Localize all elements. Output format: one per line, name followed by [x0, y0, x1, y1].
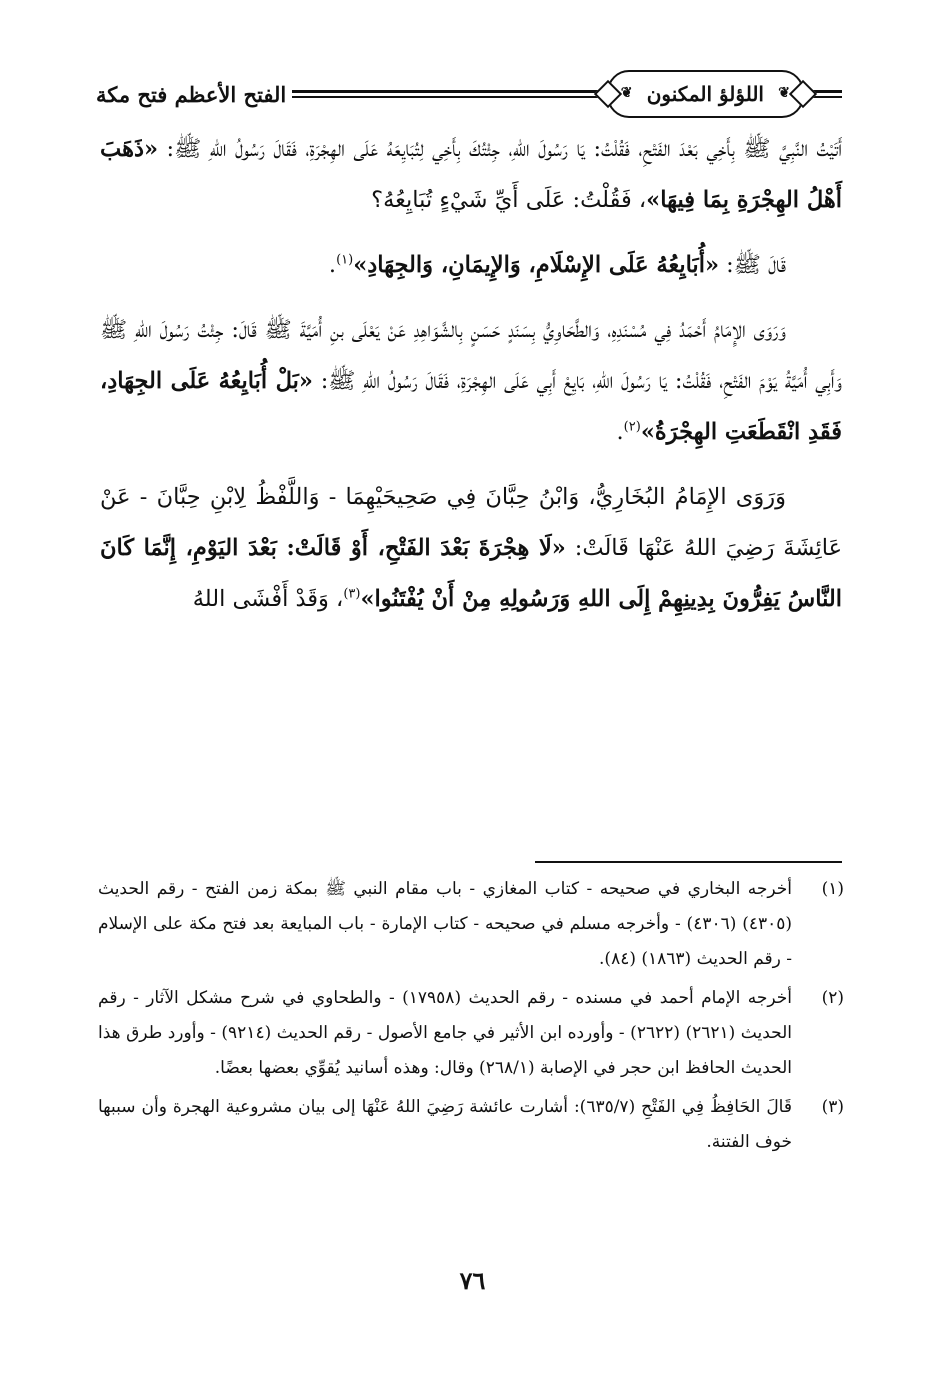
footnote-text: أخرجه البخاري في صحيحه - كتاب المغازي - باب مقام النبي ﷺ بمكة زمن الفتح - رقم الحديث (٤٣٠٥) (٤٣٠٦) - وأخرجه مسلم في صحيحه - كتاب الإمارة - باب المبايعة بعد فتح مكة على الإسلام - رقم الحديث (١٨٦٣) (٨٤).: [98, 879, 793, 969]
footnote-number: (١): [821, 879, 844, 899]
book-title: اللؤلؤ المكنون: [646, 82, 764, 106]
book-title-frame: [607, 70, 804, 118]
footnote-ref: (٢): [623, 419, 641, 435]
footnote: [98, 981, 844, 1086]
footnote-number: (٣): [821, 1097, 844, 1117]
paragraph-text: ، فَقُلْتُ: عَلَى أَيِّ شَيْءٍ تُبَايِعُهُ؟: [371, 187, 647, 213]
footnote-text: أخرجه الإمام أحمد في مسنده - رقم الحديث (١٧٩٥٨) - والطحاوي في شرح مشكل الآثار - رقم الحديث (٢٦٢١) (٢٦٢٢) - وأورده ابن الأثير في جامع الأصول - رقم الحديث (٩٢١٤) - وأورد طرق هذا الحديث الحافظ ابن حجر في الإصابة (٢٦٨/١) وقال: وهذه أسانيد يُقوِّي بعضها بعضًا.: [98, 988, 793, 1078]
page-number: ٧٦: [459, 1266, 486, 1295]
footnote-ref: (٣): [343, 586, 361, 602]
paragraph-1: [100, 124, 842, 226]
footnotes: [98, 872, 844, 1164]
paragraph-3: [100, 305, 842, 458]
footnote-separator: [535, 861, 842, 863]
paragraph-4: [100, 472, 842, 625]
header-rule-middle: [292, 90, 600, 98]
paragraph-text: .: [616, 419, 624, 445]
footnote-number: (٢): [821, 988, 844, 1008]
paragraph-text: وَرَوَى الإِمَامُ البُخَارِيُّ، وَابْنُ حِبَّانَ فِي صَحِيحَيْهِمَا - وَاللَّفْظُ لِابْنِ حِبَّانَ - عَنْ عَائِشَةَ رَضِيَ اللهُ عَنْهَا قَالَتْ:: [100, 484, 842, 561]
footnote-text: قَالَ الحَافِظُ فِي الفَتْحِ (٦٣٥/٧): أشارت عائشة رَضِيَ اللهُ عَنْهَا إلى بيان مشروعية الهجرة وأن سببها خوف الفتنة.: [98, 1097, 792, 1152]
paragraph-2: [100, 240, 842, 291]
hadith-quote: «لَا هِجْرَةَ بَعْدَ الفَتْحِ، أَوْ قَالَتْ: بَعْدَ اليَوْمِ، إِنَّمَا كَانَ النَّاسُ يَفِرُّونَ بِدِينِهِمْ إِلَى اللهِ وَرَسُولِهِ مِنْ أَنْ يُفْتَنُوا»: [100, 535, 842, 612]
running-header: [96, 62, 842, 126]
paragraph-text: ، وَقَدْ أَفْشَى اللهُ: [192, 586, 344, 612]
ornament-icon: ❦: [620, 85, 633, 101]
footnote-ref: (١): [336, 252, 354, 268]
hadith-quote: «ذَهَبَ أَهْلُ الهِجْرَةِ بِمَا فِيهَا»: [100, 136, 842, 213]
footnote: [98, 1090, 844, 1160]
paragraph-text: وَرَوَى الإِمَامُ أَحْمَدُ فِي مُسْنَدِهِ، وَالطَّحَاوِيُّ بِسَنَدٍ حَسَنٍ بِالشَّوَاهِدِ عَنْ يَعْلَى بنِ أُمَيَّةَ ﷺ قَالَ: جِئْتُ رَسُولَ اللهِ ﷺ وَأَبِي أُمَيَّةُ يَوْمَ الفَتْحِ، فَقُلْتُ: يَا رَسُولَ اللهِ، بَايِعْ أَبِي عَلَى الهِجْرَةِ، فَقَالَ رَسُولُ اللهِ ﷺ:: [100, 317, 842, 394]
paragraph-text: أَتَيْتُ النَّبِيَّ ﷺ بِأَخِي بَعْدَ الفَتْحِ، فَقُلْتُ: يَا رَسُولَ اللهِ، جِئْتُكَ بِأَخِي لِتُبَايِعَهُ عَلَى الهِجْرَةِ، فَقَالَ رَسُولُ اللهِ ﷺ:: [158, 136, 842, 162]
ornament-icon: ❦: [778, 85, 790, 101]
hadith-quote: «بَلْ أُبَايِعُهُ عَلَى الجِهَادِ، فَقَدِ انْقَطَعَتِ الهِجْرَةُ»: [100, 368, 842, 445]
hadith-quote: «أُبَايِعُهُ عَلَى الإِسْلَامِ، وَالإِيمَانِ، وَالجِهَادِ»: [353, 252, 720, 278]
footnote: [98, 872, 844, 977]
chapter-title: الفتح الأعظم فتح مكة: [96, 81, 287, 107]
main-text: [100, 124, 842, 639]
paragraph-text: قَالَ ﷺ:: [719, 252, 786, 278]
paragraph-text: .: [328, 252, 337, 278]
